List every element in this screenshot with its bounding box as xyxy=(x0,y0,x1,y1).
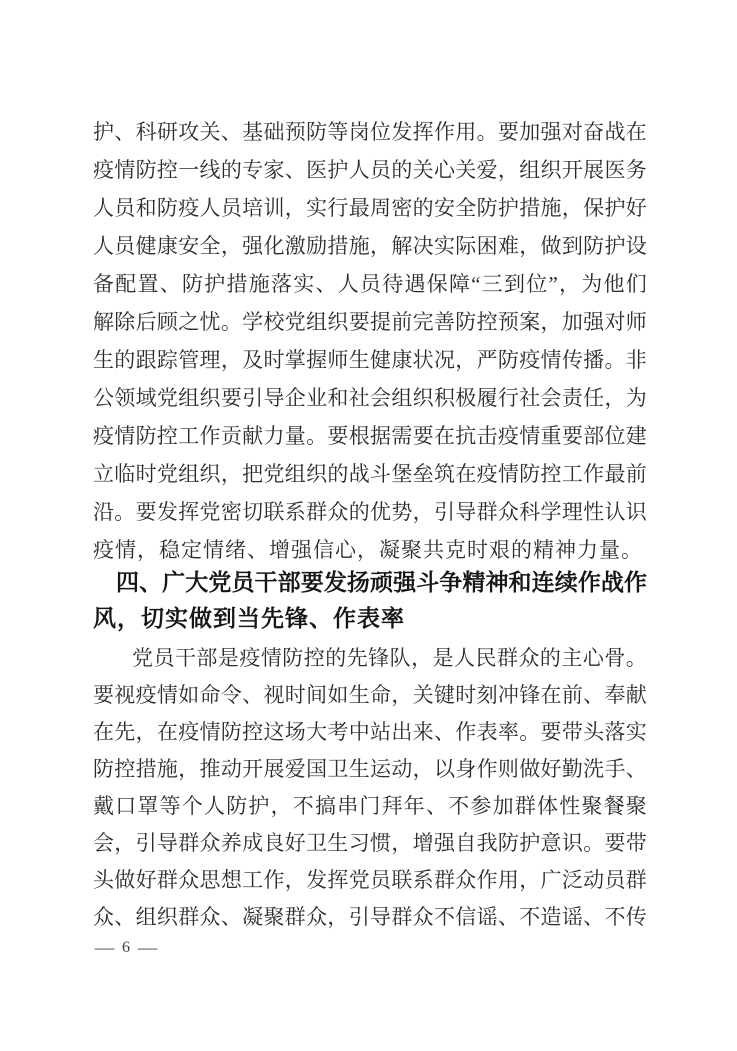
text-line: 疫情，稳定情绪、增强信心，凝聚共克时艰的精神力量。 xyxy=(93,538,643,562)
page-number-footer xyxy=(96,938,156,958)
text-line: 疫情防控工作贡献力量。要根据需要在抗击疫情重要部位建 xyxy=(93,424,647,448)
heading-line: 四、广大党员干部要发扬顽强斗争精神和连续作战作 xyxy=(116,569,647,595)
page-number: 6 xyxy=(122,939,130,956)
text-line: 生的跟踪管理，及时掌握师生健康状况，严防疫情传播。非 xyxy=(93,348,647,372)
text-line: 公领域党组织要引导企业和社会组织积极履行社会责任，为 xyxy=(93,386,647,410)
section-heading xyxy=(93,564,647,636)
footer-dash-right: — xyxy=(137,938,158,957)
text-line: 人员和防疫人员培训，实行最周密的安全防护措施，保护好 xyxy=(93,196,647,220)
text-line: 沿。要发挥党密切联系群众的优势，引导群众科学理性认识 xyxy=(93,500,647,524)
document-body xyxy=(93,113,647,936)
footer-dash-left: — xyxy=(94,938,115,957)
text-line: 要视疫情如命令、视时间如生命，关键时刻冲锋在前、奉献 xyxy=(93,683,647,707)
text-line: 备配置、防护措施落实、人员待遇保障“三到位”，为他们 xyxy=(93,272,647,296)
text-line: 头做好群众思想工作，发挥党员联系群众作用，广泛动员群 xyxy=(93,868,647,892)
text-line: 护、科研攻关、基础预防等岗位发挥作用。要加强对奋战在 xyxy=(93,120,647,144)
text-line: 在先，在疫情防控这场大考中站出来、作表率。要带头落实 xyxy=(93,720,647,744)
paragraph xyxy=(93,640,647,936)
heading-line: 风，切实做到当先锋、作表率 xyxy=(93,605,405,631)
text-line: 解除后顾之忧。学校党组织要提前完善防控预案，加强对师 xyxy=(93,310,647,334)
text-line: 众、组织群众、凝聚群众，引导群众不信谣、不造谣、不传 xyxy=(93,905,647,929)
text-line: 立临时党组织，把党组织的战斗堡垒筑在疫情防控工作最前 xyxy=(93,462,647,486)
text-line: 戴口罩等个人防护，不搞串门拜年、不参加群体性聚餐聚 xyxy=(93,794,647,818)
paragraph-continuation xyxy=(93,113,647,569)
text-line: 会，引导群众养成良好卫生习惯，增强自我防护意识。要带 xyxy=(93,831,647,855)
text-line: 人员健康安全，强化激励措施，解决实际困难，做到防护设 xyxy=(93,234,647,258)
text-line: 疫情防控一线的专家、医护人员的关心关爱，组织开展医务 xyxy=(93,158,647,182)
text-line: 党员干部是疫情防控的先锋队，是人民群众的主心骨。 xyxy=(132,646,647,670)
text-line: 防控措施，推动开展爱国卫生运动，以身作则做好勤洗手、 xyxy=(93,757,647,781)
